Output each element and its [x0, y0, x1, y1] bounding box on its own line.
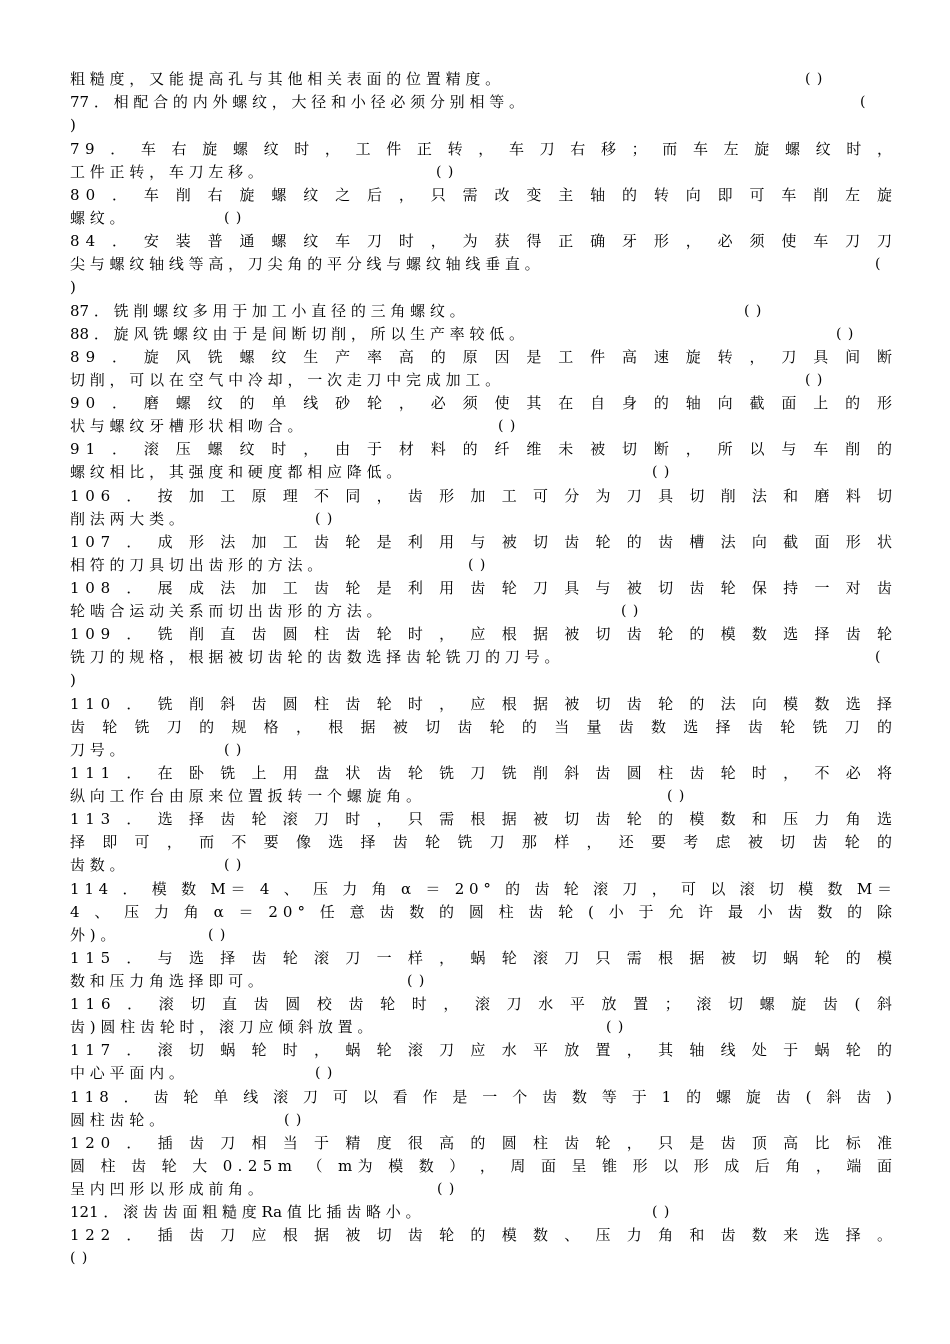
text-line	[70, 276, 892, 299]
line-text: 106 ． 按 加 工 原 理 不 同 ， 齿 形 加 工 可 分 为 刀 具 切 削 法 和 磨 料 切	[70, 487, 898, 505]
text-line	[70, 854, 892, 877]
text-line	[70, 808, 898, 831]
line-text: 117 ． 滚 切 蜗 轮 时 ， 蜗 轮 滚 刀 应 水 平 放 置 ， 其 轴 线 处 于 蜗 轮 的	[70, 1041, 898, 1059]
line-text: 呈 内 凹 形 以 形 成 前 角 。	[70, 1180, 263, 1198]
text-line	[70, 1062, 892, 1085]
answer-blank[interactable]: (	[875, 649, 882, 665]
text-line	[70, 993, 898, 1016]
line-text: 89 ． 旋 风 铣 螺 纹 生 产 率 高 的 原 因 是 工 件 高 速 旋 转 ， 刀 具 间 断	[70, 348, 899, 366]
line-text: 109 ． 铣 削 直 齿 圆 柱 齿 轮 时 ， 应 根 据 被 切 齿 轮 的 模 数 选 择 齿 轮	[70, 625, 898, 643]
text-line	[70, 924, 892, 947]
line-text: 圆 柱 齿 轮 大 0.25m （ m为 模 数 ） ， 周 面 呈 锥 形 以 形 成 后 角 ， 端 面	[70, 1157, 898, 1175]
text-line	[70, 577, 898, 600]
line-text: 齿 ) 圆 柱 齿 轮 时 ， 滚 刀 应 倾 斜 放 置 。	[70, 1018, 373, 1036]
answer-blank[interactable]: ( )	[652, 1204, 671, 1220]
text-line	[70, 1247, 892, 1270]
line-text: 相 符 的 刀 具 切 出 齿 形 的 方 法 。	[70, 556, 323, 574]
line-text: 削 法 两 大 类 。	[70, 510, 184, 528]
line-text: 116 ． 滚 切 直 齿 圆 校 齿 轮 时 ， 滚 刀 水 平 放 置 ； 滚 切 螺 旋 齿 ( 斜	[70, 995, 898, 1013]
line-text: 114 ． 模 数 M＝ 4 、 压 力 角 α ＝ 20° 的 齿 轮 滚 刀 ， 可 以 滚 切 模 数 M＝	[70, 880, 897, 898]
text-line	[70, 300, 892, 323]
answer-blank[interactable]: ( )	[652, 464, 671, 480]
line-text: 121 ． 滚 齿 齿 面 粗 糙 度 Ra 值 比 插 齿 略 小 。	[70, 1203, 421, 1221]
text-line	[70, 392, 899, 415]
answer-blank[interactable]: ( )	[70, 1250, 89, 1266]
answer-blank[interactable]: ( )	[498, 418, 517, 434]
answer-blank[interactable]: ( )	[436, 164, 455, 180]
line-text: 91 ． 滚 压 螺 纹 时 ， 由 于 材 料 的 纤 维 未 被 切 断 ， 所 以 与 车 削 的	[70, 440, 899, 458]
answer-blank[interactable]: ( )	[224, 857, 243, 873]
answer-blank[interactable]: (	[875, 256, 882, 272]
text-line	[70, 461, 892, 484]
text-line	[70, 623, 898, 646]
text-line	[70, 485, 898, 508]
line-text: 圆 柱 齿 轮 。	[70, 1111, 165, 1129]
line-text: 115 ． 与 选 择 齿 轮 滚 刀 一 样 ， 蜗 轮 滚 刀 只 需 根 据 被 切 蜗 轮 的 模	[70, 949, 898, 967]
text-line	[70, 1224, 898, 1247]
text-line	[70, 253, 892, 276]
line-text: 88 ． 旋 风 铣 螺 纹 由 于 是 间 断 切 削 ， 所 以 生 产 率 较 低 。	[70, 325, 524, 343]
line-text: 122 ． 插 齿 刀 应 根 据 被 切 齿 轮 的 模 数 、 压 力 角 和 齿 数 来 选 择 。	[70, 1226, 898, 1244]
answer-blank[interactable]: ( )	[284, 1112, 303, 1128]
line-text: 工 件 正 转 ， 车 刀 左 移 。	[70, 163, 263, 181]
text-line	[70, 831, 899, 854]
text-line	[70, 693, 898, 716]
text-line	[70, 438, 899, 461]
answer-blank[interactable]: ( )	[805, 71, 824, 87]
line-text: 79 ． 车 右 旋 螺 纹 时 ， 工 件 正 转 ， 车 刀 右 移 ； 而 车 左 旋 螺 纹 时 ，	[70, 140, 898, 158]
line-text: 切 削 ， 可 以 在 空 气 中 冷 却 ， 一 次 走 刀 中 完 成 加 工 。	[70, 371, 501, 389]
text-line	[70, 739, 892, 762]
text-line	[70, 138, 898, 161]
line-text: )	[70, 278, 76, 296]
text-line	[70, 230, 899, 253]
line-text: 尖 与 螺 纹 轴 线 等 高 ， 刀 尖 角 的 平 分 线 与 螺 纹 轴 线 垂 直 。	[70, 255, 540, 273]
line-text: 外 ) 。	[70, 926, 116, 944]
line-text: 铣 刀 的 规 格 ， 根 据 被 切 齿 轮 的 齿 数 选 择 齿 轮 铣 刀 的 刀 号 。	[70, 648, 560, 666]
text-line	[70, 531, 898, 554]
text-line	[70, 1178, 892, 1201]
line-text: 108 ． 展 成 法 加 工 齿 轮 是 利 用 齿 轮 刀 具 与 被 切 齿 轮 保 持 一 对 齿	[70, 579, 898, 597]
text-line	[70, 554, 892, 577]
line-text: 纵 向 工 作 台 由 原 来 位 置 扳 转 一 个 螺 旋 角 。	[70, 787, 422, 805]
line-text: 113 ． 选 择 齿 轮 滚 刀 时 ， 只 需 根 据 被 切 齿 轮 的 模 数 和 压 力 角 选	[70, 810, 898, 828]
text-line	[70, 68, 892, 91]
text-line	[70, 646, 892, 669]
line-text: 螺 纹 相 比 ， 其 强 度 和 硬 度 都 相 应 降 低 。	[70, 463, 402, 481]
answer-blank[interactable]: ( )	[437, 1181, 456, 1197]
line-text: )	[70, 116, 76, 134]
answer-blank[interactable]: ( )	[315, 1065, 334, 1081]
text-line	[70, 114, 892, 137]
answer-blank[interactable]: ( )	[667, 788, 686, 804]
answer-blank[interactable]: ( )	[407, 973, 426, 989]
line-text: 数 和 压 力 角 选 择 即 可 。	[70, 972, 263, 990]
text-line	[70, 369, 892, 392]
text-line	[70, 161, 892, 184]
text-line	[70, 901, 898, 924]
answer-blank[interactable]: ( )	[606, 1019, 625, 1035]
text-line	[70, 508, 892, 531]
line-text: 齿 数 。	[70, 856, 125, 874]
line-text: 轮 啮 合 运 动 关 系 而 切 出 齿 形 的 方 法 。	[70, 602, 382, 620]
line-text: 77 ． 相 配 合 的 内 外 螺 纹 ， 大 径 和 小 径 必 须 分 别 相 等 。	[70, 93, 524, 111]
line-text: 粗 糙 度 ， 又 能 提 高 孔 与 其 他 相 关 表 面 的 位 置 精 度 。	[70, 70, 501, 88]
line-text: 80 ． 车 削 右 旋 螺 纹 之 后 ， 只 需 改 变 主 轴 的 转 向 即 可 车 削 左 旋	[70, 186, 899, 204]
text-line	[70, 1155, 898, 1178]
text-line	[70, 1039, 898, 1062]
answer-blank[interactable]: ( )	[744, 303, 763, 319]
text-line	[70, 947, 898, 970]
text-line	[70, 716, 899, 739]
text-line	[70, 91, 892, 114]
line-text: 齿 轮 铣 刀 的 规 格 ， 根 据 被 切 齿 轮 的 当 量 齿 数 选 择 齿 轮 铣 刀 的	[70, 718, 899, 736]
answer-blank[interactable]: ( )	[208, 927, 227, 943]
text-line	[70, 1201, 892, 1224]
text-line	[70, 600, 892, 623]
line-text: 刀 号 。	[70, 741, 125, 759]
line-text: 螺 纹 。	[70, 209, 125, 227]
line-text: 中 心 平 面 内 。	[70, 1064, 184, 1082]
line-text: 107 ． 成 形 法 加 工 齿 轮 是 利 用 与 被 切 齿 轮 的 齿 槽 法 向 截 面 形 状	[70, 533, 898, 551]
line-text: 84 ． 安 装 普 通 螺 纹 车 刀 时 ， 为 获 得 正 确 牙 形 ， 必 须 使 车 刀 刀	[70, 232, 899, 250]
answer-blank[interactable]: ( )	[224, 742, 243, 758]
text-line	[70, 323, 892, 346]
text-line	[70, 207, 892, 230]
text-line	[70, 785, 892, 808]
answer-blank[interactable]: (	[860, 94, 867, 110]
text-line	[70, 184, 899, 207]
answer-blank[interactable]: ( )	[805, 372, 824, 388]
answer-blank[interactable]: ( )	[621, 603, 640, 619]
line-text: 118 ． 齿 轮 单 线 滚 刀 可 以 看 作 是 一 个 齿 数 等 于 1 的 螺 旋 齿 ( 斜 齿 )	[70, 1088, 898, 1106]
answer-blank[interactable]: ( )	[468, 557, 487, 573]
answer-blank[interactable]: ( )	[315, 511, 334, 527]
text-line	[70, 1132, 898, 1155]
line-text: 120 ． 插 齿 刀 相 当 于 精 度 很 高 的 圆 柱 齿 轮 ， 只 是 齿 顶 高 比 标 准	[70, 1134, 898, 1152]
line-text: 87 ． 铣 削 螺 纹 多 用 于 加 工 小 直 径 的 三 角 螺 纹 。	[70, 302, 465, 320]
text-line	[70, 346, 899, 369]
text-line	[70, 878, 897, 901]
text-line	[70, 415, 892, 438]
answer-blank[interactable]: ( )	[224, 210, 243, 226]
text-line	[70, 970, 892, 993]
line-text: 90 ． 磨 螺 纹 的 单 线 砂 轮 ， 必 须 使 其 在 自 身 的 轴 向 截 面 上 的 形	[70, 394, 899, 412]
line-text: 111 ． 在 卧 铣 上 用 盘 状 齿 轮 铣 刀 铣 削 斜 齿 圆 柱 齿 轮 时 ， 不 必 将	[70, 764, 898, 782]
text-line	[70, 669, 892, 692]
line-text: 状 与 螺 纹 牙 槽 形 状 相 吻 合 。	[70, 417, 303, 435]
line-text: 110 ． 铣 削 斜 齿 圆 柱 齿 轮 时 ， 应 根 据 被 切 齿 轮 的 法 向 模 数 选 择	[70, 695, 898, 713]
answer-blank[interactable]: ( )	[836, 326, 855, 342]
line-text: )	[70, 671, 76, 689]
line-text: 4 、 压 力 角 α ＝ 20° 任 意 齿 数 的 圆 柱 齿 轮 ( 小 于 允 许 最 小 齿 数 的 除	[70, 903, 898, 921]
text-line	[70, 1109, 892, 1132]
line-text: 择 即 可 ， 而 不 要 像 选 择 齿 轮 铣 刀 那 样 ， 还 要 考 虑 被 切 齿 轮 的	[70, 833, 899, 851]
text-line	[70, 1086, 898, 1109]
text-line	[70, 762, 898, 785]
text-line	[70, 1016, 892, 1039]
